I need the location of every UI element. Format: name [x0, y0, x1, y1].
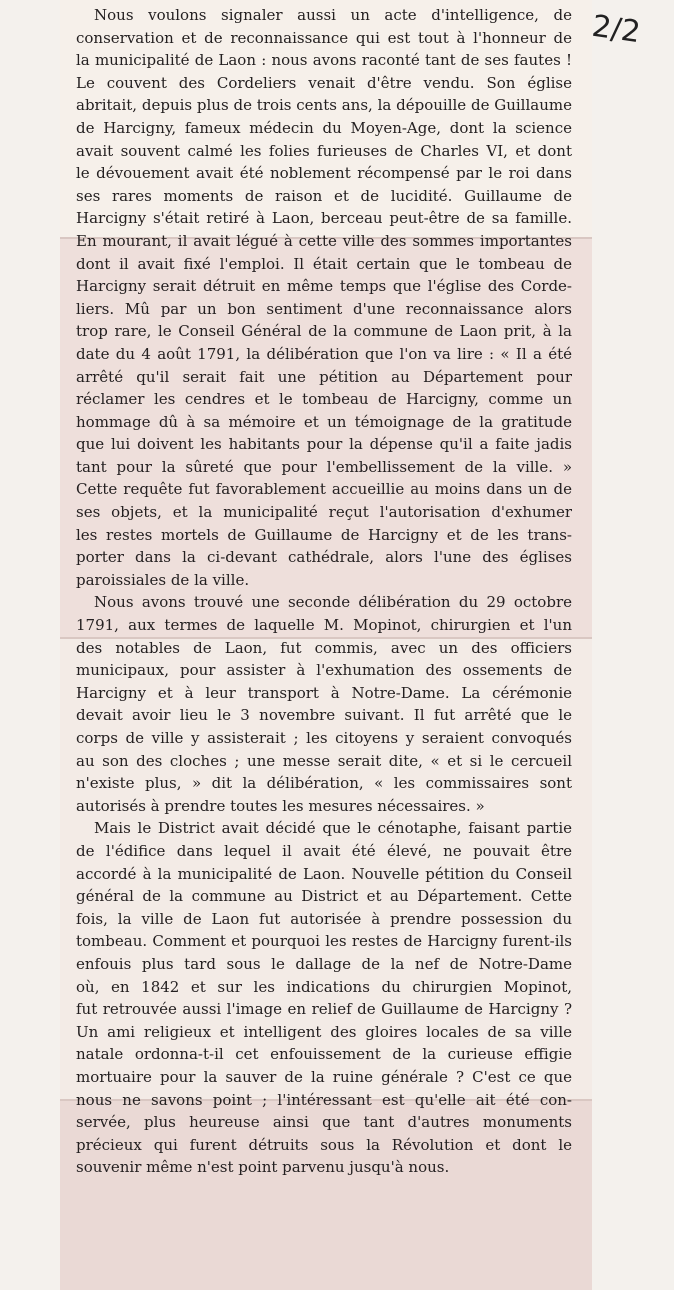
text-line: corps de ville y assisterait ; les citoyens y seraient convoqués	[76, 729, 572, 747]
text-line: général de la commune au District et au Département. Cette	[76, 887, 572, 906]
text-line: conservation et de reconnaissance qui est tout à l'honneur de	[76, 28, 572, 47]
text-line: que lui doivent les habitants pour la dépense qu'il a faite jadis	[76, 435, 572, 454]
paragraph	[76, 817, 572, 1179]
text-line: Harcigny et à leur transport à Notre-Dame. La cérémonie	[76, 683, 572, 702]
text-line: ses rares moments de raison et de lucidité. Guillaume de	[76, 186, 572, 205]
text-line: réclamer les cendres et le tombeau de Harcigny, comme un	[76, 390, 572, 409]
text-line: porter dans la ci-devant cathédrale, alors l'une des églises	[76, 548, 572, 567]
text-line: souvenir même n'est point parvenu jusqu'à nous.	[76, 1158, 450, 1177]
text-line: de Harcigny, fameux médecin du Moyen-Age, dont la science	[76, 118, 572, 137]
text-line: trop rare, le Conseil Général de la commune de Laon prit, à la	[76, 322, 572, 341]
text-line: nous ne savons point ; l'intéressant est qu'elle ait été con-	[76, 1090, 572, 1109]
text-line: Cette requête fut favorablement accueillie au moins dans un de	[76, 480, 572, 499]
paragraph	[76, 4, 572, 591]
text-line: Le couvent des Cordeliers venait d'être vendu. Son église	[76, 73, 572, 92]
text-line: autorisés à prendre toutes les mesures nécessaires. »	[76, 796, 485, 815]
text-line: de l'édifice dans lequel il avait été élevé, ne pouvait être	[76, 841, 572, 860]
text-line: Harcigny serait détruit en même temps que l'église des Corde-	[76, 277, 572, 296]
text-line: municipaux, pour assister à l'exhumation des ossements de	[76, 661, 572, 680]
text-line: tombeau. Comment et pourquoi les restes de Harcigny furent-ils	[76, 932, 572, 951]
text-line: servée, plus heureuse ainsi que tant d'autres monuments	[76, 1113, 572, 1132]
text-line: Harcigny s'était retiré à Laon, berceau peut-être de sa famille.	[76, 209, 572, 228]
text-line: accordé à la municipalité de Laon. Nouvelle pétition du Conseil	[76, 864, 572, 883]
text-line: En mourant, il avait légué à cette ville des sommes importantes	[76, 231, 572, 250]
text-line: mortuaire pour la sauver de la ruine générale ? C'est ce que	[76, 1067, 572, 1086]
text-line: hommage dû à sa mémoire et un témoignage de la gratitude	[76, 412, 572, 431]
text-line: les restes mortels de Guillaume de Harcigny et de les trans-	[76, 525, 572, 544]
paragraph	[76, 591, 572, 817]
text-line: liers. Mû par un bon sentiment d'une reconnaissance alors	[76, 299, 572, 318]
text-line: devait avoir lieu le 3 novembre suivant. Il fut arrêté que le	[76, 706, 572, 725]
handwritten-page-number: 2/2	[589, 8, 643, 51]
text-line: au son des cloches ; une messe serait dite, « et si le cercueil	[76, 751, 572, 770]
text-line: 1791, aux termes de laquelle M. Mopinot, chirurgien et l'un	[76, 616, 572, 635]
text-line: la municipalité de Laon : nous avons raconté tant de ses fautes !	[76, 51, 572, 70]
article-text	[76, 4, 572, 1179]
text-line: précieux qui furent détruits sous la Révolution et dont le	[76, 1135, 572, 1154]
text-line: ses objets, et la municipalité reçut l'autorisation d'exhumer	[76, 503, 572, 522]
text-line: enfouis plus tard sous le dallage de la nef de Notre-Dame	[76, 954, 572, 973]
text-line: n'existe plus, » dit la délibération, « les commissaires sont	[76, 774, 572, 793]
text-line: tant pour la sûreté que pour l'embellissement de la ville. »	[76, 457, 572, 476]
text-line: date du 4 août 1791, la délibération que l'on va lire : « Il a été	[76, 344, 572, 363]
text-line: le dévouement avait été noblement récompensé par le roi dans	[76, 164, 572, 183]
text-line: abritait, depuis plus de trois cents ans, la dépouille de Guillaume	[76, 96, 572, 115]
text-line: des notables de Laon, fut commis, avec un des officiers	[76, 638, 572, 657]
text-line: arrêté qu'il serait fait une pétition au Département pour	[76, 367, 572, 386]
text-line: paroissiales de la ville.	[76, 570, 250, 589]
text-line: fois, la ville de Laon fut autorisée à prendre possession du	[76, 909, 572, 928]
text-line: dont il avait fixé l'emploi. Il était certain que le tombeau de	[76, 254, 572, 273]
text-line: où, en 1842 et sur les indications du chirurgien Mopinot,	[76, 977, 572, 996]
text-line: natale ordonna-t-il cet enfouissement de la curieuse effigie	[76, 1045, 572, 1064]
text-line: Mais le District avait décidé que le cénotaphe, faisant partie	[94, 819, 572, 838]
text-line: Nous voulons signaler aussi un acte d'intelligence, de	[94, 6, 572, 24]
text-line: fut retrouvée aussi l'image en relief de Guillaume de Harcigny ?	[76, 1000, 572, 1019]
text-line: avait souvent calmé les folies furieuses de Charles VI, et dont	[76, 141, 572, 160]
text-line: Un ami religieux et intelligent des gloires locales de sa ville	[76, 1022, 572, 1041]
text-line: Nous avons trouvé une seconde délibération du 29 octobre	[94, 593, 572, 612]
